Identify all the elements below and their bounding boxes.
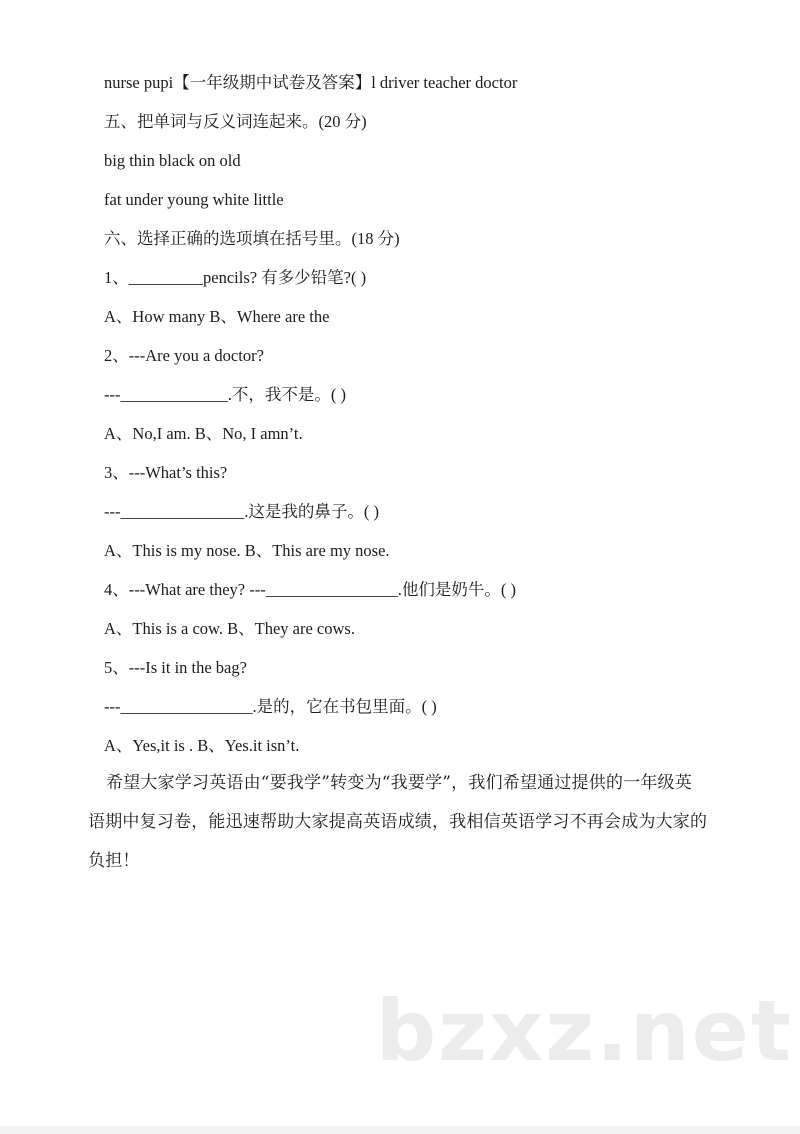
- closing-paragraph: 希望大家学习英语由“要我学”转变为“我要学”，我们希望通过提供的一年级英语期中复习卷，能迅速帮助大家提高英语成绩，我相信英语学习不再会成为大家的负担！: [88, 773, 708, 871]
- question-1-options: A、How many B、Where are the: [104, 307, 330, 326]
- watermark-logo: bzxz.net: [376, 982, 793, 1080]
- question-2-answer: ---_____________.不，我不是。( ): [104, 385, 346, 404]
- question-2: 2、---Are you a doctor?: [104, 346, 264, 365]
- question-3-options: A、This is my nose. B、This are my nose.: [104, 541, 390, 560]
- question-4-options: A、This is a cow. B、They are cows.: [104, 619, 355, 638]
- question-5: 5、---Is it in the bag?: [104, 658, 247, 677]
- word-row-1: big thin black on old: [104, 151, 241, 170]
- question-3-answer: ---_______________.这是我的鼻子。( ): [104, 502, 379, 521]
- page-bottom-edge: [0, 1126, 800, 1134]
- question-5-options: A、Yes,it is . B、Yes.it isn’t.: [104, 736, 300, 755]
- word-list-line: nurse pupi【一年级期中试卷及答案】l driver teacher doctor: [104, 73, 518, 92]
- question-1: 1、_________pencils? 有多少铅笔?( ): [104, 268, 367, 287]
- question-3: 3、---What’s this?: [104, 463, 228, 482]
- word-row-2: fat under young white little: [104, 190, 284, 209]
- question-2-options: A、No,I am. B、No, I amn’t.: [104, 424, 303, 443]
- question-4: 4、---What are they? ---________________.他们是奶牛。( ): [104, 580, 516, 599]
- section-6-heading: 六、选择正确的选项填在括号里。(18 分): [104, 229, 400, 248]
- question-5-answer: ---________________.是的，它在书包里面。( ): [104, 697, 437, 716]
- section-5-heading: 五、把单词与反义词连起来。(20 分): [104, 112, 367, 131]
